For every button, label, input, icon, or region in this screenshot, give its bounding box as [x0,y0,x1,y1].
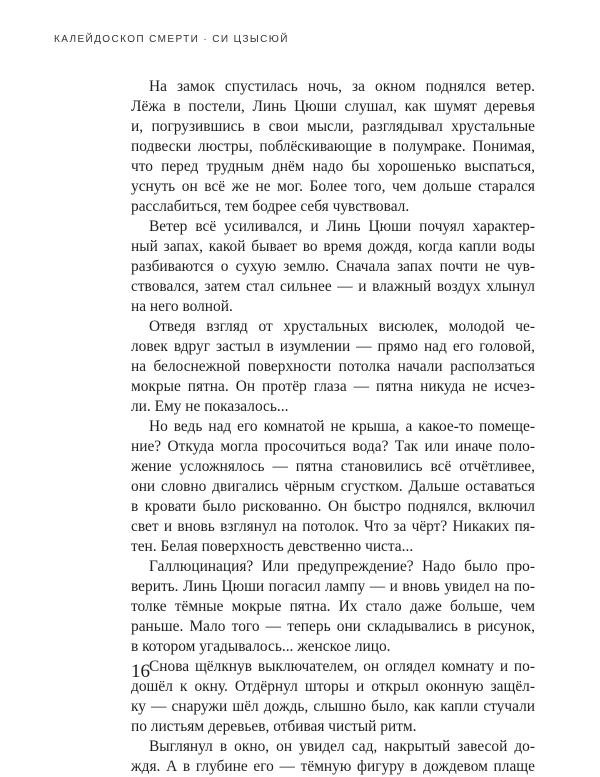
text-line: толке тёмные мокрые пятна. Их стало даже больше, чем [131,598,535,615]
text-line: ние? Откуда могла просочиться вода? Так или иначе поло- [131,438,535,455]
text-line: ный запах, какой бывает во время дождя, когда капли воды [131,238,535,255]
running-header: КАЛЕЙДОСКОП СМЕРТИ · СИ ЦЗЫСЮЙ [54,34,289,45]
text-line: Лёжа в постели, Линь Цюши слушал, как шумят деревья [131,98,535,115]
text-line: свет и вновь взглянул на потолок. Что за чёрт? Никаких пя- [131,518,535,535]
text-line: по листьям деревьев, отбивая чистый ритм. [131,718,417,735]
text-line: что перед трудным днём надо бы хорошенько выспаться, [131,158,535,175]
text-line: ствовался, затем стал сильнее — и влажный воздух хлынул [131,278,535,295]
text-line: на белоснежной поверхности потолка начали расползаться [131,358,535,375]
text-line: уснуть он всё же не мог. Более того, чем дольше старался [131,178,535,195]
text-line: На замок спустилась ночь, за окном поднялся ветер. [149,78,535,95]
body-text [131,77,535,777]
text-line: расслабиться, тем бодрее себя чувствовал. [131,198,410,215]
text-line: верить. Линь Цюши погасил лампу — и вновь увидел на по- [131,578,535,595]
text-line: Ветер всё усиливался, и Линь Цюши почуял характер- [149,218,535,235]
text-line: в кровати было рискованно. Он быстро поднялся, включил [131,498,535,515]
text-line: Но ведь над его комнатой не крыша, а какое-то помеще- [149,418,535,435]
text-line: и, погрузившись в свои мысли, разглядывал хрустальные [131,118,535,135]
text-line: Выглянул в окно, он увидел сад, накрытый завесой до- [149,738,535,755]
text-line: жение усложнялось — пятна становились всё отчётливее, [131,458,535,475]
text-line: Отведя взгляд от хрустальных висюлек, молодой че- [149,318,535,335]
text-line: Галлюцинация? Или предупреждение? Надо было про- [149,558,535,575]
text-line: они словно двигались чёрным сгустком. Дальше оставаться [131,478,535,495]
text-line: ли. Ему не показалось... [131,398,289,415]
text-line: в котором угадывалось... женское лицо. [131,638,391,655]
text-line: мокрые пятна. Он протёр глаза — пятна никуда не исчез- [131,378,535,395]
text-line: раньше. Мало того — теперь они складывались в рисунок, [131,618,535,635]
text-line: ждя. А в глубине его — тёмную фигуру в дождевом плаще [131,758,535,775]
page-number: 16 [131,661,150,682]
text-line: на него волной. [131,298,233,315]
text-line: Снова щёлкнув выключателем, он оглядел комнату и по- [149,658,535,675]
text-line: ку — снаружи шёл дождь, слышно было, как капли стучали [131,698,535,715]
text-line: тен. Белая поверхность девственно чиста... [131,538,414,555]
text-line: ловек вдруг застыл в изумлении — прямо над его головой, [131,338,535,355]
text-line: дошёл к окну. Отдёрнул шторы и открыл оконную защёл- [131,678,535,695]
text-line: разбиваются о сухую землю. Сначала запах почти не чув- [131,258,535,275]
text-line: подвески люстры, поблёскивающие в полумраке. Понимая, [131,138,535,155]
